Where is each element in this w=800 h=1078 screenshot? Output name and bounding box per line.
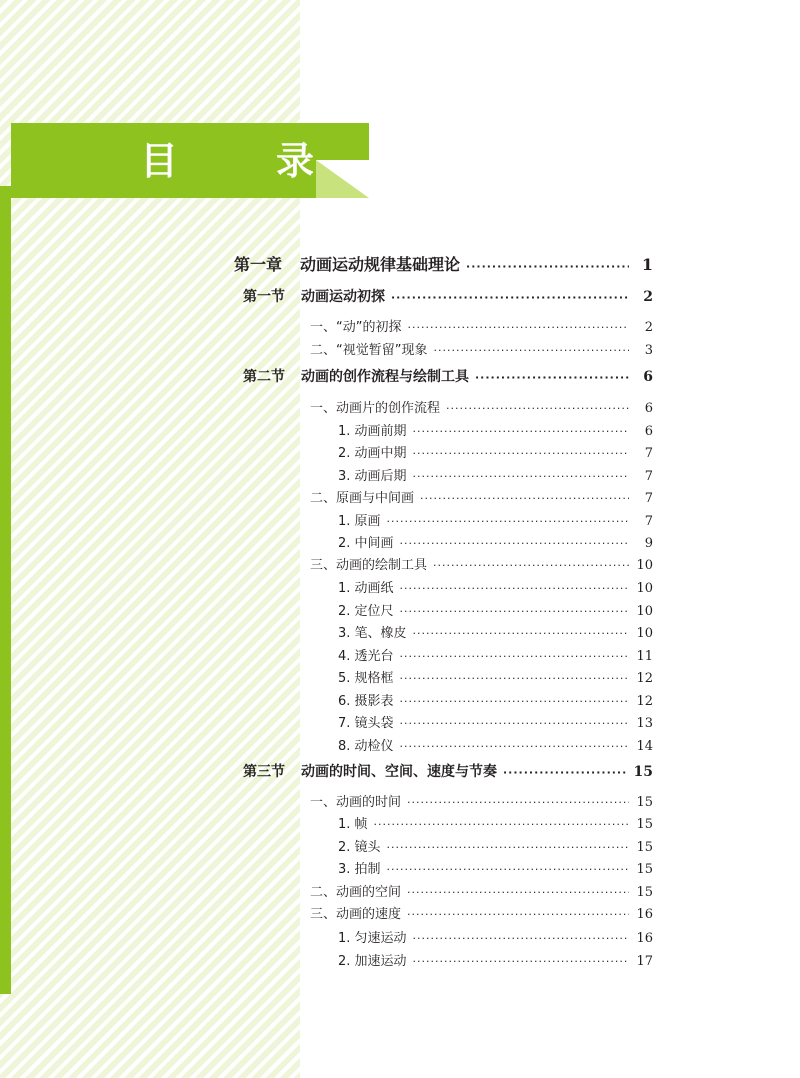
item-title: 1. 动画前期 <box>338 424 407 439</box>
toc-item[interactable] <box>338 690 653 709</box>
page-number: 6 <box>644 424 653 439</box>
toc-sub[interactable] <box>310 881 653 900</box>
toc-leader-dots <box>407 907 629 922</box>
toc-item[interactable] <box>338 735 653 754</box>
item-title: 2. 中间画 <box>338 536 394 551</box>
page-number: 12 <box>636 671 653 686</box>
item-title: 4. 透光台 <box>338 649 394 664</box>
toc-leader-dots <box>400 716 629 731</box>
page-number: 10 <box>636 581 653 596</box>
toc-leader-dots <box>400 536 629 551</box>
page-number: 10 <box>636 626 653 641</box>
page-number: 16 <box>636 907 653 922</box>
page-number: 7 <box>644 446 653 461</box>
toc-item[interactable] <box>338 532 653 551</box>
item-title: 2. 定位尺 <box>338 604 394 619</box>
toc-leader-dots <box>387 514 629 529</box>
toc-sub[interactable] <box>310 339 653 358</box>
page-number: 7 <box>644 469 653 484</box>
page-number: 12 <box>636 694 653 709</box>
toc-item[interactable] <box>338 836 653 855</box>
page-number: 2 <box>643 289 653 305</box>
toc-leader-dots <box>400 739 629 754</box>
toc-leader-dots <box>400 581 629 596</box>
section-title: 动画运动初探 <box>301 289 385 305</box>
item-title: 3. 笔、橡皮 <box>338 626 407 641</box>
sub-title: 二、“视觉暂留”现象 <box>310 343 428 358</box>
section-title: 动画的创作流程与绘制工具 <box>301 369 469 385</box>
toc-item[interactable] <box>338 622 653 641</box>
item-title: 2. 镜头 <box>338 840 381 855</box>
toc-item[interactable] <box>338 577 653 596</box>
item-title: 2. 动画中期 <box>338 446 407 461</box>
page-number: 15 <box>633 764 653 780</box>
toc-section[interactable] <box>243 366 653 386</box>
page-number: 13 <box>636 716 653 731</box>
page-number: 11 <box>636 649 653 664</box>
toc-item[interactable] <box>338 927 653 946</box>
toc-item[interactable] <box>338 510 653 529</box>
toc-leader-dots <box>387 840 629 855</box>
page-number: 15 <box>636 795 653 810</box>
left-accent-bar <box>0 186 11 994</box>
toc-leader-dots <box>433 343 629 358</box>
page-number: 6 <box>643 369 653 385</box>
toc-leader-dots <box>413 424 629 439</box>
page-number: 16 <box>636 931 653 946</box>
page-number: 9 <box>644 536 653 551</box>
item-title: 5. 规格框 <box>338 671 394 686</box>
item-title: 8. 动检仪 <box>338 739 394 754</box>
chapter-title: 动画运动规律基础理论 <box>300 255 461 274</box>
toc-sub[interactable] <box>310 554 653 573</box>
toc-leader-dots <box>420 491 629 506</box>
page-number: 15 <box>636 885 653 900</box>
toc-item[interactable] <box>338 813 653 832</box>
sub-title: 一、动画片的创作流程 <box>310 401 441 416</box>
toc-leader-dots <box>413 626 629 641</box>
page-number: 2 <box>644 320 653 335</box>
toc-leader-dots <box>407 320 629 335</box>
page-number: 17 <box>636 954 653 969</box>
item-title: 1. 匀速运动 <box>338 931 407 946</box>
toc-section[interactable] <box>243 761 653 781</box>
page-number: 15 <box>636 862 653 877</box>
item-title: 2. 加速运动 <box>338 954 407 969</box>
toc-leader-dots <box>387 862 629 877</box>
section-number: 第一节 <box>243 289 285 305</box>
section-number: 第二节 <box>243 369 285 385</box>
page-number: 14 <box>636 739 653 754</box>
toc-item[interactable] <box>338 420 653 439</box>
toc-leader-dots <box>400 671 629 686</box>
page-number: 15 <box>636 817 653 832</box>
chapter-number: 第一章 <box>234 255 283 274</box>
toc-chapter[interactable] <box>234 252 653 275</box>
item-title: 3. 拍制 <box>338 862 381 877</box>
toc-item[interactable] <box>338 600 653 619</box>
section-title: 动画的时间、空间、速度与节奏 <box>301 764 497 780</box>
page-number: 7 <box>644 514 653 529</box>
sub-title: 一、动画的时间 <box>310 795 402 810</box>
sub-title: 二、原画与中间画 <box>310 491 415 506</box>
toc-leader-dots <box>374 817 629 832</box>
page-number: 3 <box>644 343 653 358</box>
toc-leader-dots <box>400 604 629 619</box>
toc-leader-dots <box>413 469 629 484</box>
sub-title: 三、动画的速度 <box>310 907 402 922</box>
item-title: 3. 动画后期 <box>338 469 407 484</box>
page-number: 10 <box>636 604 653 619</box>
page-number: 10 <box>636 558 653 573</box>
section-number: 第三节 <box>243 764 285 780</box>
toc-leader-dots <box>391 289 629 305</box>
toc-leader-dots <box>433 558 629 573</box>
item-title: 1. 动画纸 <box>338 581 394 596</box>
item-title: 6. 摄影表 <box>338 694 394 709</box>
item-title: 1. 原画 <box>338 514 381 529</box>
toc-leader-dots <box>413 931 629 946</box>
toc-sub[interactable] <box>310 316 653 335</box>
sub-title: 一、“动”的初探 <box>310 320 402 335</box>
toc-item[interactable] <box>338 950 653 969</box>
toc-leader-dots <box>407 885 629 900</box>
toc-sub[interactable] <box>310 791 653 810</box>
toc-leader-dots <box>466 255 629 274</box>
toc-sub[interactable] <box>310 397 653 416</box>
toc-leader-dots <box>413 954 629 969</box>
sub-title: 三、动画的绘制工具 <box>310 558 428 573</box>
toc-sub[interactable] <box>310 903 653 922</box>
toc-leader-dots <box>400 649 629 664</box>
chapter-page-number: 1 <box>641 255 653 274</box>
page-number: 6 <box>644 401 653 416</box>
toc-leader-dots <box>400 694 629 709</box>
toc-leader-dots <box>413 446 629 461</box>
toc-section[interactable] <box>243 286 653 306</box>
item-title: 1. 帧 <box>338 817 368 832</box>
toc-sub[interactable] <box>310 487 653 506</box>
toc-item[interactable] <box>338 465 653 484</box>
toc-item[interactable] <box>338 645 653 664</box>
toc-item[interactable] <box>338 712 653 731</box>
toc-item[interactable] <box>338 667 653 686</box>
page-title: 目 录 <box>140 139 345 183</box>
item-title: 7. 镜头袋 <box>338 716 394 731</box>
toc-leader-dots <box>407 795 629 810</box>
page-number: 15 <box>636 840 653 855</box>
toc-leader-dots <box>446 401 629 416</box>
sub-title: 二、动画的空间 <box>310 885 402 900</box>
page-number: 7 <box>644 491 653 506</box>
toc-item[interactable] <box>338 442 653 461</box>
toc-leader-dots <box>503 764 628 780</box>
toc-leader-dots <box>475 369 629 385</box>
toc-item[interactable] <box>338 858 653 877</box>
